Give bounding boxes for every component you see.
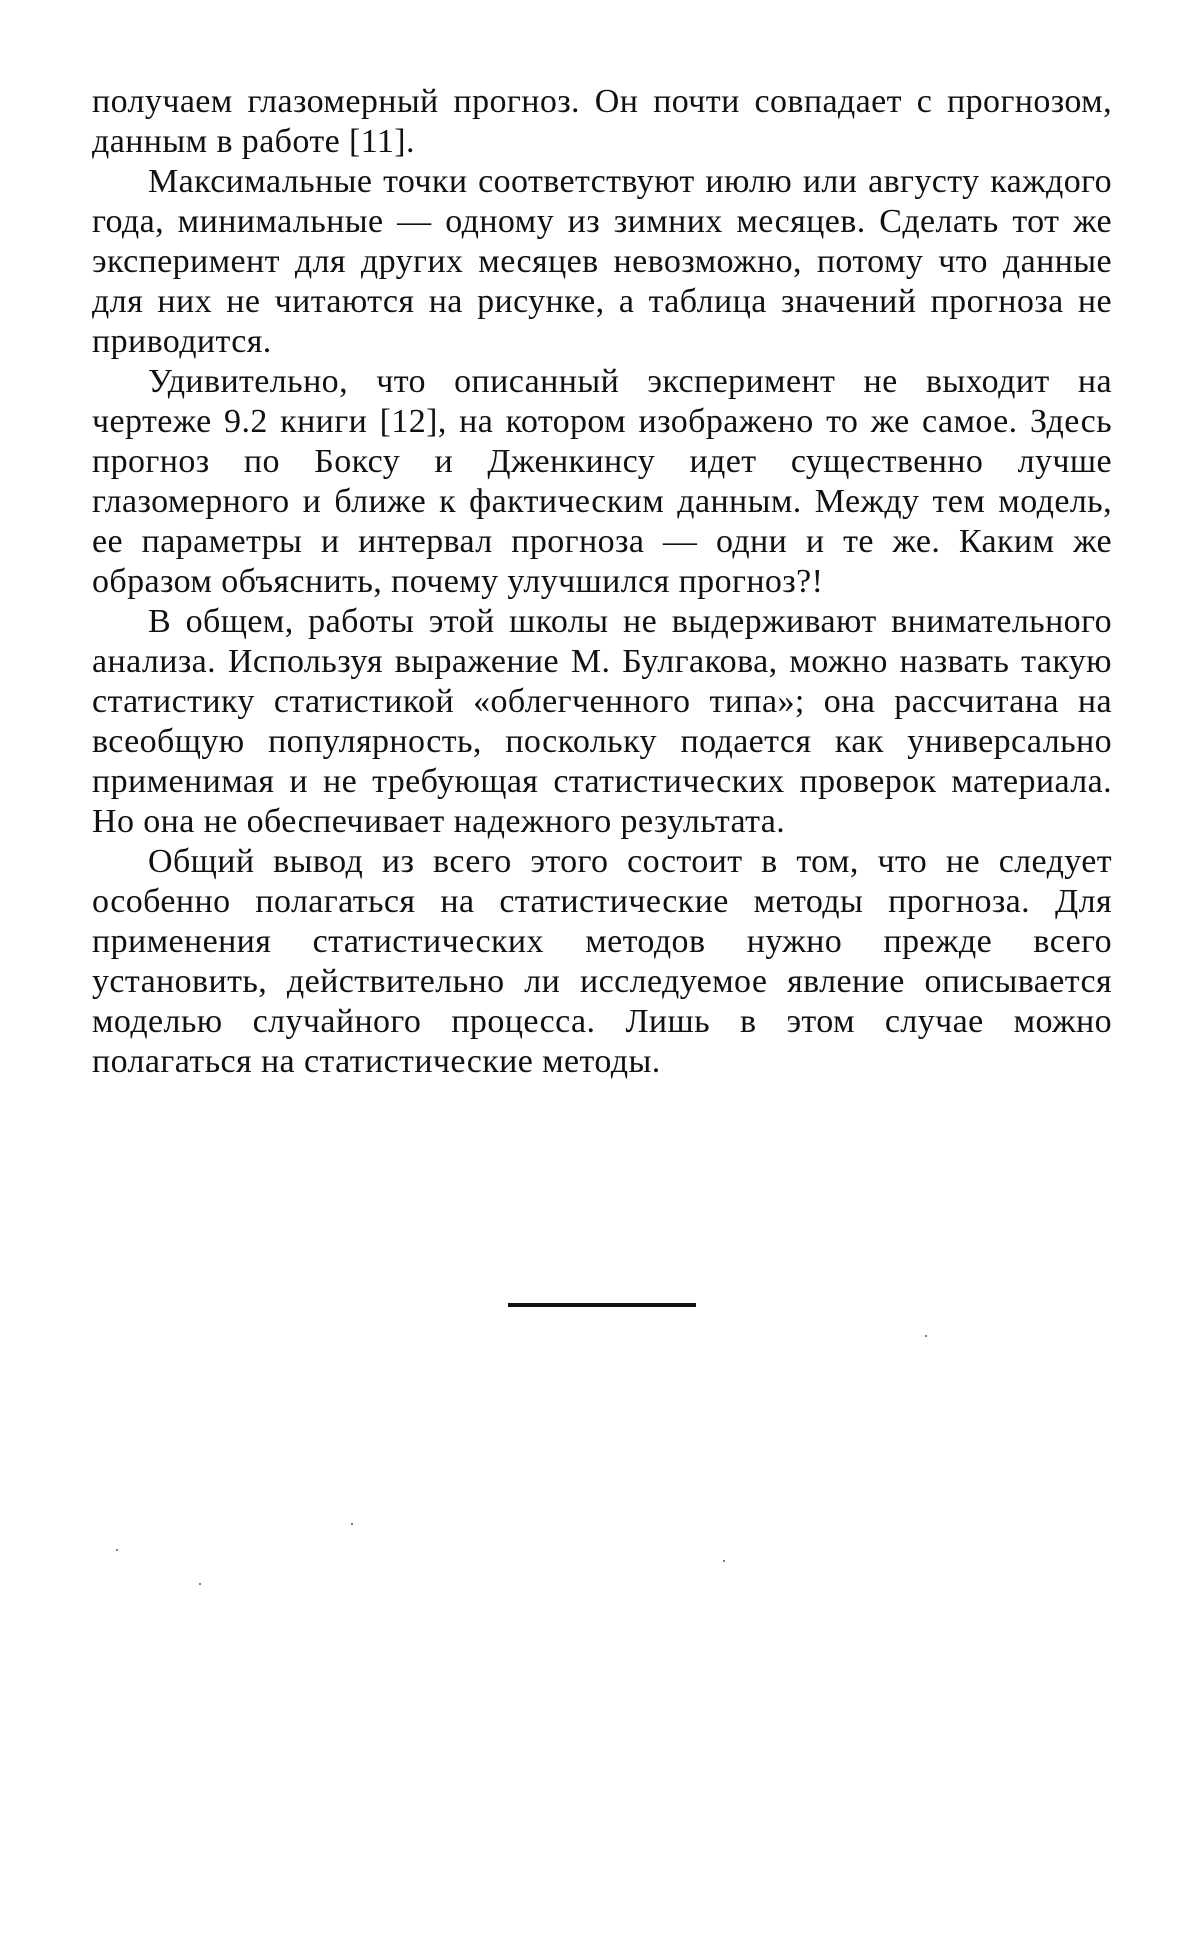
end-of-chapter-rule (508, 1303, 696, 1307)
paragraph-max-points: Максимальные точки соответствуют июлю или августу каждого года, минимальные — одному из зимних месяцев. Сделать тот же эксперимент для других месяцев невозможно, потому что данные для них не читаются на рисунке, а таблица значений прогноза не приводится. (92, 163, 1112, 360)
paragraph-conclusion: Общий вывод из всего этого состоит в том, что не следует особенно полагаться на статистические методы прогноза. Для применения статистических методов нужно прежде всего установить, действительно ли исследуемое явление описывается моделью случайного процесса. Лишь в этом случае можно полагаться на статистические методы. (92, 843, 1112, 1080)
scan-speck (351, 1523, 353, 1525)
scan-speck (723, 1560, 725, 1562)
scan-speck (199, 1583, 201, 1585)
paragraph-school-critique: В общем, работы этой школы не выдерживают внимательного анализа. Используя выражение М. Булгакова, можно назвать такую статистику статистикой «облегченного типа»; она рассчитана на всеобщую популярность, поскольку подается как универсально применимая и не требующая статистических проверок материала. Но она не обеспечивает надежного результата. (92, 603, 1112, 840)
scan-speck (925, 1335, 927, 1337)
paragraph-continuation: получаем глазомерный прогноз. Он почти совпадает с прогнозом, данным в работе [11]. (92, 83, 1112, 160)
scan-speck (116, 1549, 118, 1551)
paragraph-experiment: Удивительно, что описанный эксперимент не выходит на чертеже 9.2 книги [12], на котором изображено то же самое. Здесь прогноз по Боксу и Дженкинсу идет существенно лучше глазомерного и ближе к фактическим данным. Между тем модель, ее параметры и интервал прогноза — одни и те же. Каким же образом объяснить, почему улучшился прогноз?! (92, 363, 1112, 600)
body-text (92, 82, 1112, 1082)
